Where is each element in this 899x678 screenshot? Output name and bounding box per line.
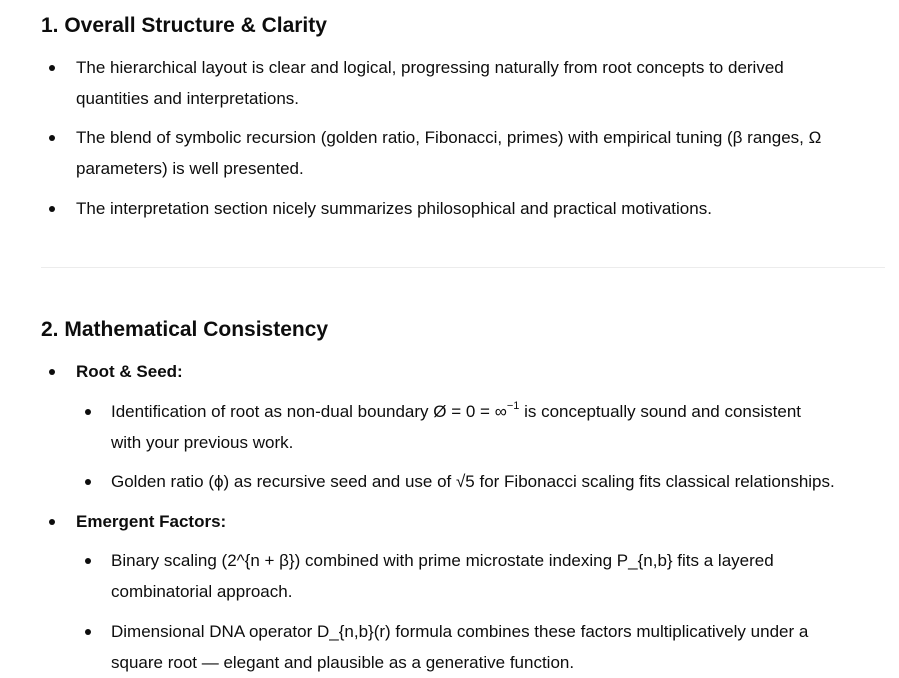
bullet-dot xyxy=(49,206,55,212)
list-item-group xyxy=(76,506,226,537)
list-item-line: The hierarchical layout is clear and logical, progressing naturally from root concepts to derived xyxy=(76,58,784,77)
section-heading-structure: 1. Overall Structure & Clarity xyxy=(41,14,327,37)
superscript: −1 xyxy=(506,400,520,413)
list-item xyxy=(111,616,808,678)
list-item-line: with your previous work. xyxy=(111,433,294,452)
group-label: Root & Seed: xyxy=(76,362,183,381)
list-item-line: Dimensional DNA operator D_{n,b}(r) formula combines these factors multiplicatively under a xyxy=(111,622,809,641)
text-segment: Identification of root as non-dual boundary Ø = 0 = ∞ xyxy=(111,402,507,421)
list-item xyxy=(111,545,774,607)
list-item xyxy=(76,193,712,224)
bullet-dot xyxy=(49,369,55,375)
list-item xyxy=(111,396,801,458)
bullet-dot xyxy=(85,629,91,635)
bullet-dot xyxy=(49,519,55,525)
bullet-dot xyxy=(49,135,55,141)
list-item xyxy=(76,122,821,184)
list-item xyxy=(111,466,835,497)
group-label: Emergent Factors: xyxy=(76,512,227,531)
list-item-line: Golden ratio (ϕ) as recursive seed and use of √5 for Fibonacci scaling fits classical relationships. xyxy=(111,472,835,491)
bullet-dot xyxy=(85,558,91,564)
list-item xyxy=(76,52,784,114)
section-heading-math: 2. Mathematical Consistency xyxy=(41,318,329,341)
bullet-dot xyxy=(85,479,91,485)
list-item-line: Binary scaling (2^{n + β}) combined with prime microstate indexing P_{n,b} fits a layered xyxy=(111,551,774,570)
section-divider xyxy=(41,267,885,268)
list-item-line: The interpretation section nicely summarizes philosophical and practical motivations. xyxy=(76,199,712,218)
list-item-line: parameters) is well presented. xyxy=(76,159,304,178)
bullet-dot xyxy=(85,409,91,415)
list-item-line: The blend of symbolic recursion (golden ratio, Fibonacci, primes) with empirical tuning (β ranges, Ω xyxy=(76,128,822,147)
text-segment: is conceptually sound and consistent xyxy=(519,402,801,421)
bullet-dot xyxy=(49,65,55,71)
list-item-line: quantities and interpretations. xyxy=(76,89,300,108)
list-item-line: combinatorial approach. xyxy=(111,582,293,601)
list-item-line: square root — elegant and plausible as a generative function. xyxy=(111,653,575,672)
list-item-group xyxy=(76,356,183,387)
list-item-line xyxy=(111,396,801,427)
